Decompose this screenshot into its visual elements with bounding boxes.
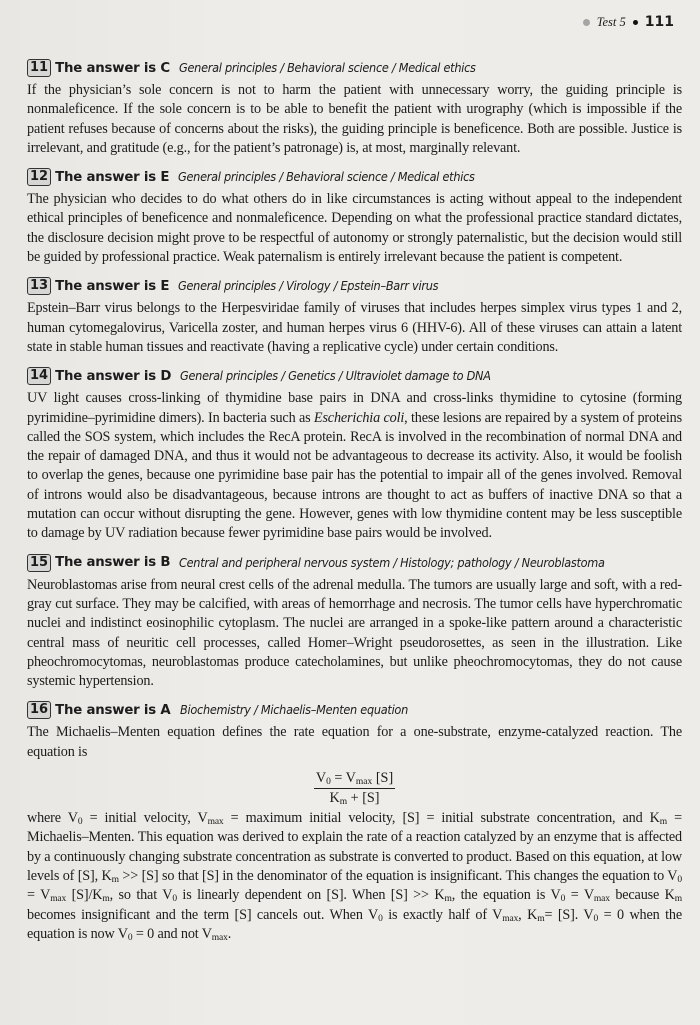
question-number: 14 <box>27 367 51 385</box>
answer-label: The answer is C <box>55 60 170 76</box>
answer-13 <box>27 276 682 357</box>
sub: 0 <box>127 932 133 943</box>
text: = initial velocity, V <box>82 810 208 827</box>
sub: max <box>211 932 228 943</box>
explanation: Neuroblastomas arise from neural crest cells of the adrenal medulla. The tumors are usually large and soft, with a red-gray cut surface. They may be calcified, with areas of hemorrhage and necrosis. The tumor cells have hyperchromatic nuclei and indistinct eosinophilic cytoplasm. The nuclei are arranged in a spoke-like pattern around a characteristic central mass of neuritic cell processes, called Homer–Wright pseudorosettes, as seen in the illustration. Like pheochromocytomas, neuroblastomas produce catecholamines, but unlike pheochromocytomas, they do not cause systemic hypertension. <box>27 576 682 690</box>
text: , the equation is V <box>451 887 561 904</box>
answer-heading <box>27 366 682 386</box>
text: = 0 and not V <box>132 925 212 942</box>
sub: m <box>102 894 110 905</box>
text: because K <box>609 887 675 904</box>
sub: 0 <box>378 913 383 924</box>
equation-denominator <box>329 789 379 807</box>
text: , K <box>518 906 538 923</box>
topic-path: General principles / Genetics / Ultraviolet damage to DNA <box>180 369 491 384</box>
explanation: If the physician’s sole concern is not to harm the patient with unnecessary worry, the guiding principle is nonmaleficence. If the sole concern is to be able to benefit the patient with urography (which is impossible if the patient refuses because of concerns about the risks), the guiding principle is beneficence. Both are possible. Justice is irrelevant, and gratitude (e.g., for the patient’s patronage) is, at most, marginally relevant. <box>27 82 682 156</box>
explanation: The physician who decides to do what others do in like circumstances is acting without appeal to the independent ethical principles of beneficence and nonmaleficence. Depending on what the professional practice standard dictates, the disclosure decision might prove to be respectful of autonomy or strongly paternalistic, but the decision would still be guided by professional practice. Weak paternalism is entirely irrelevant because the patient is competent. <box>27 191 682 266</box>
section-label: Test 5 <box>596 14 626 29</box>
answer-heading <box>27 167 682 187</box>
explanation <box>27 389 682 543</box>
explanation <box>27 809 682 944</box>
sub: m <box>659 817 668 828</box>
sub: max <box>502 913 519 924</box>
answer-label: The answer is E <box>55 169 170 185</box>
question-number: 13 <box>27 277 51 295</box>
question-number: 12 <box>27 168 51 186</box>
question-number: 15 <box>27 554 51 572</box>
sub: m <box>674 894 683 905</box>
answer-15 <box>27 553 682 692</box>
eq-term: = V <box>330 770 356 787</box>
sub: 0 <box>560 894 566 905</box>
answer-heading <box>27 58 682 78</box>
running-header <box>583 14 674 30</box>
text: becomes insignificant and the term [S] cancels out. When V <box>27 906 379 923</box>
text: UV light causes cross-linking of thymidine base pairs in DNA and cross-links thymidine to cytosine (forming pyrimidine–pyrimidine dimers). In bacteria such as <box>27 390 682 426</box>
eq-sub: 0 <box>326 777 331 788</box>
explanation-intro: The Michaelis–Menten equation defines the rate equation for a one-substrate, enzyme-catalyzed reaction. The equation is <box>27 724 682 760</box>
separator-bullet-icon <box>633 20 638 25</box>
sub: m <box>537 913 545 924</box>
page-number: 111 <box>644 14 674 30</box>
answer-label: The answer is D <box>55 368 172 384</box>
michaelis-menten-equation <box>27 770 682 807</box>
topic-path: General principles / Virology / Epstein–Barr virus <box>178 279 439 294</box>
text: = maximum initial velocity, [S] = initial substrate concentration, and K <box>223 810 660 827</box>
answer-label: The answer is B <box>55 555 171 571</box>
sub: max <box>207 817 224 828</box>
sub: m <box>111 874 119 885</box>
answer-12 <box>27 167 682 267</box>
text: = [S]. V <box>544 906 594 923</box>
answer-14 <box>27 366 682 543</box>
text: = V <box>27 887 51 904</box>
text: . <box>227 925 232 942</box>
sub: 0 <box>677 874 682 885</box>
sub: max <box>593 894 610 905</box>
text: = 0 when the equation is now V <box>27 906 683 942</box>
eq-term: K <box>329 790 340 807</box>
text: = Michaelis–Menten. This equation was derived to explain the rate of a reaction catalyzed by an enzyme that is affected by a continuously changing substrate concentration as substrate is converted to product. Based on this equation, at low levels of [S], K <box>27 810 682 884</box>
species-name: Escherichia coli <box>313 409 405 426</box>
answer-heading <box>27 553 682 573</box>
eq-term: + [S] <box>347 790 380 807</box>
eq-term: V <box>315 770 327 787</box>
answer-label: The answer is E <box>55 278 170 294</box>
bullet-mark-icon <box>583 19 590 26</box>
text: , so that V <box>109 887 173 904</box>
sub: max <box>50 894 67 905</box>
text: , these lesions are repaired by a system of proteins called the SOS system, which includes the RecA protein. RecA is involved in the recombination of normal DNA and the repair of damaged DNA, and thus it would not be advantageous to decrease its activity. Also, it would be foolish to overlap the genes, because one pyrimidine base pair has the potential to impair all of the genes involved. Removal of introns would also be disadvantageous, because introns are thought to act as buffers of inactive DNA so that a mutation can occur without disrupting the gene. However, genes with low thymidine content may be less susceptible to damage by UV radiation because fewer pyrimidine base pairs would be involved. <box>27 409 682 542</box>
explanation: Epstein–Barr virus belongs to the Herpesviridae family of viruses that includes herpes simplex virus types 1 and 2, human cytomegalovirus, Varicella zoster, and human herpes virus 6 (HHV-6). All of these viruses can attain a latent state in stable human tissues and reactivate (having a replicative cycle) under certain conditions. <box>27 300 682 355</box>
text: is exactly half of V <box>382 906 503 923</box>
sub: 0 <box>172 894 177 905</box>
sub: 0 <box>77 817 83 828</box>
answer-heading <box>27 276 682 296</box>
text: where V <box>27 810 78 827</box>
question-number: 11 <box>27 59 51 77</box>
question-number: 16 <box>27 701 51 719</box>
sub: 0 <box>593 913 599 924</box>
topic-path: Biochemistry / Michaelis–Menten equation <box>179 703 408 718</box>
answer-11 <box>27 58 682 158</box>
text: is linearly dependent on [S]. When [S] >> K <box>176 887 445 904</box>
equation-numerator <box>314 770 395 789</box>
sub: m <box>444 894 452 905</box>
text: >> [S] so that [S] in the denominator of the equation is insignificant. This changes the equation to V <box>118 867 678 884</box>
answers-list <box>27 58 682 953</box>
topic-path: General principles / Behavioral science / Medical ethics <box>178 61 476 75</box>
eq-term: [S] <box>372 770 394 787</box>
text: = V <box>565 887 594 904</box>
text: [S]/K <box>66 887 103 904</box>
topic-path: Central and peripheral nervous system / Histology; pathology / Neuroblastoma <box>179 555 606 570</box>
eq-sub: max <box>355 777 373 788</box>
eq-sub: m <box>339 797 348 808</box>
topic-path: General principles / Behavioral science / Medical ethics <box>178 170 475 185</box>
answer-heading <box>27 700 682 720</box>
answer-label: The answer is A <box>55 702 171 718</box>
answer-16 <box>27 700 682 944</box>
